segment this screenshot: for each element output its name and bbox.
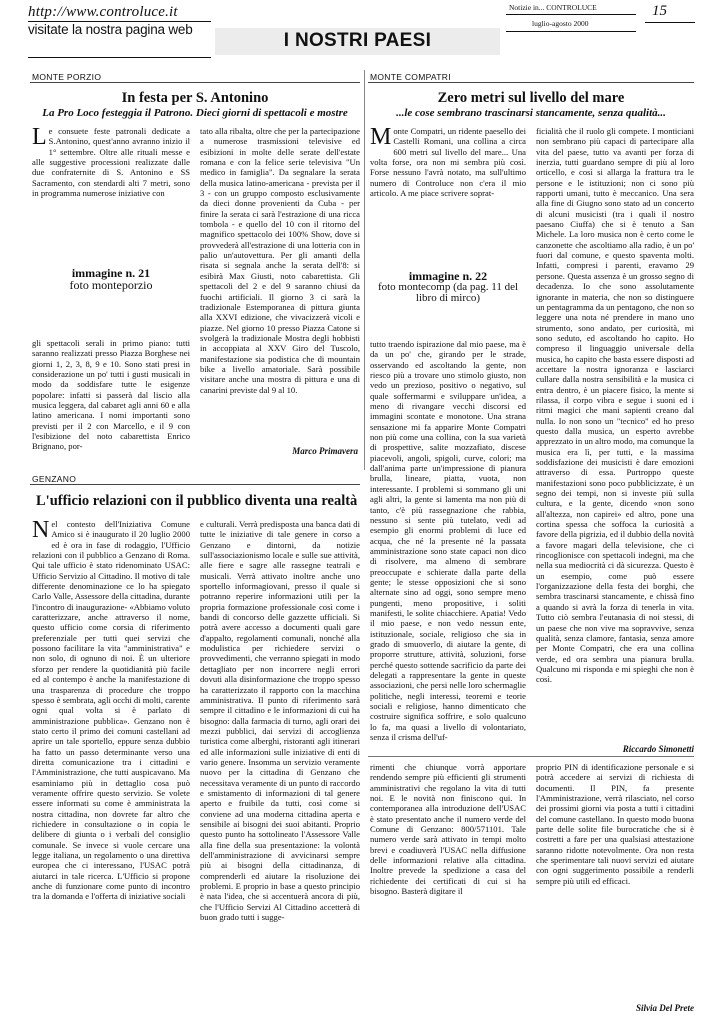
art1-headline: In festa per S. Antonino bbox=[121, 90, 269, 106]
art2-col1-top-text: onte Compatri, un ridente paesello dei Castelli Romani, una collina a circa 600 metri sul livello del mare... Una volta forse, ora non mi sembra più così. Forse nessuno l'avrà notato, ma sull'ultimo numero di Controluce non c'era il mio articolo. A me piace scrivere soprat- bbox=[370, 126, 526, 199]
art2-col2: ficialità che il ruolo gli compete. I monticiani non sembrano più capaci di partecipare alla vita del paese, tutto va avanti per forza di inerzia, tutti guardano sempre di più al loro orticello, e così si allarga la frattura tra le persone e le istituzioni; non ci sono più rapporti umani, tutto è meccanico. Una sera alla fine di Giugno sono stato ad un concerto di alcuni musicisti (tra i quali il nostro paesano Ciuffa) che si è tenuto a San Michele. La loro musica non è certo come le canzonette che ascoltiamo alla radio, è un po' fuori dal comune, e questo spaventa molti. Infatti, compresi i parenti, eravamo 29 persone. Questa assenza è un grosso segno di decadenza. Io che sono assolutamente ignorante in materia, che non so distinguere un pentagramma da un pentagono, che non so leggere una nota né prendere in mano uno strumento, sono andato, per curiosità, mi sono seduto, ed ascoltando ho capito. Ho compreso il linguaggio universale della musica, ho capito che basta essere disposti ad accettare la nostra ignoranza e lasciarci cullare dalla nostra sensibilità e la musica ci entra dentro, è un piacere fisico, la mente si rilassa, il corpo vibra e segue i suoni ed i ritmi magici che mani sapienti creano dal nulla. Io non sono un "tecnico" ed ho preso questo dalla musica, un esperto avrebbe apprezzato in un altro modo, ma comunque la musica era lì, per tutti, e la massima soddisfazione dei musicisti è dare emozioni attraverso di essa. Purtroppo queste manifestazioni sono poco pubblicizzate, è un segno dei tempi, non si investe più sulla cultura, e la gente, dicendo «non sono all'altezza, non capirei» ed altro, pone una cortina spessa che soffoca la curiosità a favore della pigrizia, ed il dubbio della novità a favore magari della televisione, che ci rincoglionisce con spettacoli indegni, ma che nella sua mediocrità ci dà sicurezza. Questo è un esempio, come può essere l'organizzazione della festa dei borghi, che sembra trascinarsi stancamente, e chissà fino a quando si avrà la forza di tenerla in vita. Tutto ciò sembra l'eutanasia di noi stessi, di un paese che non vive ma sopravvive, senza qualità, senza clamore, fantasia, senza amore per Monte Compatri, che era una collina verde, ed ora sembra una pianura brulla. Qualcuno mi risponda e mi spieghi che non è così. bbox=[536, 126, 694, 685]
art1-subhead: La Pro Loco festeggia il Patrono. Dieci giorni di spettacoli e mostre bbox=[42, 107, 348, 119]
header-url: http://www.controluce.it bbox=[28, 4, 178, 20]
header-date: luglio-agosto 2000 bbox=[532, 19, 589, 28]
header-notizie: Notizie in... CONTROLUCE bbox=[509, 3, 597, 12]
page-title: I NOSTRI PAESI bbox=[283, 30, 432, 51]
header-date-rule bbox=[506, 31, 636, 32]
art1-image-caption: foto monteporzio bbox=[69, 278, 153, 292]
drop-cap: M bbox=[370, 124, 392, 150]
art1-image-placeholder bbox=[32, 267, 190, 291]
section-rule bbox=[30, 484, 360, 485]
art2-signature: Riccardo Simonetti bbox=[622, 744, 694, 754]
column-divider bbox=[364, 70, 365, 470]
section-monte-porzio: MONTE PORZIO bbox=[32, 72, 102, 82]
art3-col1-text: el contesto dell'Iniziativa Comune Amico si è inaugurato il 20 luglio 2000 ed è ora in fase di rodaggio, l'Ufficio relazioni con il pubblico a Genzano di Roma. Qui tale ufficio è stato ridenominato USAC: Ufficio Servizio al Cittadino. Il motivo di tale differente denominazione ce lo ha spiegato Carlo Valle, Assessore della cittadina, durante l'incontro di inaugurazione- «Abbiamo voluto caratterizzare, anche attraverso il nome, questo ufficio come corsia di riferimento preferenziale per tutti quei servizi che possono facilitare la vita "amministrativa" e non solo, di ognuno di noi. È un ulteriore sforzo per rendere la quotidianità più facile ed al contempo è anche la manifestazione di una trasparenza di procedure che troppo spesso è sembrata, agli occhi di molti, carente ogni qual volta si è parlato di amministrazione pubblica». Genzano non è stato certo il primo dei comuni castellani ad aprire un tale sportello, eppure senza dubbio ha fatto un passo determinante verso una diretta comunicazione tra i cittadini e l'Amministrazione, che tutti auspicavano. Ma esaminiamo più in dettaglio cosa può veramente offrire questo servizio. Se volete essere informati su come è amministrata la nostra cittadina, non dovrete far altro che richiedere in consultazione o in copia le delibere di giunta o i verbali del consiglio comunale. Se invece si vuole cercare una legge italiana, un regolamento o una direttiva europea che ci interessano, l'USAC potrà aiutarci in tale ricerca. L'Ufficio si propone anche di funzionare come punto di incontro tra la domanda e l'offerta di iniziative sociali bbox=[32, 519, 190, 902]
art3-col1 bbox=[32, 519, 190, 902]
section-genzano: GENZANO bbox=[32, 474, 77, 484]
art1-col1-top-text: e consuete feste patronali dedicate a S.Antonino, quest'anno avranno inizio il 1° settembre. Oltre alle rituali messe e alle suggestive processioni realizzate dalle due confraternite di S. Antonino e SS Sacramento, con stendardi alti 7 metri, sono in programma numerose iniziative con bbox=[32, 126, 190, 199]
art3-col4: proprio PIN di identificazione personale e si potrà accedere ai servizi di richiesta di documenti. Il PIN, fa presente l'Amministrazione, verrà rilasciato, nel corso dei prossimi giorni via posta a tutti i cittadini del comune castellano. In questo modo buona parte delle solite file burocratiche che si è costretti a fare per una qualsiasi attestazione saranno ridotte notevolmente. Ora non resta che sperimentare tali nuovi servizi ed aiutare con ogni suggerimento possibile a renderli sempre più utili ed efficaci. bbox=[536, 762, 694, 886]
page-number-rule bbox=[645, 22, 695, 23]
header-visit-text: visitate la nostra pagina web bbox=[28, 22, 193, 37]
art1-col1-bottom: gli spettacoli serali in primo piano: tutti saranno realizzati presso Piazza Borghese nei giorni 1, 2, 3, 8, 9 e 10. Sono stati presi in considerazione un po' tutti i gusti musicali in modo da soddisfare tutte le esigenze popolare: infatti si passerà dal liscio alla musica leggera, dal cabaret agli anni 60 e alla latino americana. I nomi importanti sono previsti per il 2 con Marcello, e il 9 con l'esibizione del noto cabarettista Enrico Brignano, por- bbox=[32, 338, 190, 452]
art2-col1-bottom: tutto traendo ispirazione dal mio paese, ma è da un po' che, girando per le strade, osservando ed ascoltando la gente, non riesco più a trovare uno stimolo giusto, non vedo un prezioso, positivo o negativo, sul quale soffermarmi e sviluppare un'idea, a meno di rivangare vecchi discorsi ed immagini scontate e monotone. Una strana sensazione mi fa apparire Monte Compatri non più come una collina, con la sua varietà di prospettive, salite mozzafiato, discese piacevoli, angoli, spigoli, curve, colori; ma dall'anima parte un'impressione di pianura brulla, lineare, piatta, vuota, non interessante. I problemi si sommano gli uni agli altri, la gente si lamenta ma non più di tanto, c'è più rassegnazione che rabbia, nessuno si sente più tutelato, vedi ad esempio gli enormi problemi di luce ed acqua, che né la presente né la passata amministrazione sono state capaci non dico di risolvere, ma almeno di sembrare preoccupate e schierate dalla parte della gente; le stesse opposizioni che si sono alternate sino ad oggi, sono sempre meno pungenti, meno propositive, i soliti manifesti, le solite chiacchiere. Apatia! Vedo il mio paese, e non vedo nessun ente, istituzionale, sociale, religioso che sia in grado di smuoverlo, di aiutare la gente, di proporre strutture, attività, soluzioni, forse perché questo sottende sacrificio da parte dei delegati a rappresentare la gente in queste associazioni, che persi nelle loro schermaglie politiche, negli interessi, teoremi e teorie sociali e religiose, hanno dimenticato che costruire significa soffrire, e solo qualcuno lo fa, ma quasi a livello di volontariato, senza il crisma dell'uf- bbox=[370, 339, 526, 743]
section-monte-compatri: MONTE COMPATRI bbox=[370, 72, 451, 82]
art2-image-label: immagine n. 22 bbox=[408, 269, 488, 283]
art1-col1-top bbox=[32, 126, 190, 198]
header-visit-underline bbox=[28, 57, 211, 58]
drop-cap: L bbox=[32, 124, 47, 150]
art2-subhead: ...le cose sembrano trascinarsi stancamente, senza qualità... bbox=[396, 107, 666, 119]
drop-cap: N bbox=[32, 517, 50, 543]
art2-image-caption: foto montecomp (da pag. 11 del libro di mirco) bbox=[377, 281, 519, 304]
art3-col2: e culturali. Verrà predisposta una banca dati di tutte le iniziative di tale genere in corso a Genzano e dintorni, da notizie sull'associazionismo locale e sulle sue attività, alle fiere e sagre alle rassegne teatrali e musicali. Verrà attivato inoltre anche uno sportello informagiovani, presso il quale si potranno reperire informazioni utili per la propria formazione professionale così come i bandi di concorso delle gazzette ufficiali. Si potrà avere accesso a documenti quali gare d'appalto, regolamenti comunali, nonché alla modulistica per richiedere servizi o provvedimenti, che verranno spiegati in modo dettagliato per non incorrere negli errori dovuti alla disinformazione che troppo spesso ha caratterizzato il rapporto con la macchina amministrativa. Il punto di riferimento sarà sempre il cittadino e le informazioni di cui ha bisogno: dalla farmacia di turno, agli orari dei mezzi pubblici, dai servizi di accoglienza turistica come alberghi, ristoranti agli itinerari ed alle informazioni sulle iniziative di enti di vario genere. Insomma un servizio veramente nuovo per la cittadina di Genzano che necessitava veramente di un punto di raccordo e smistamento di informazioni di tal genere aperto e fruibile da tutti, così come si conviene ad una moderna cittadina aperta e sensibile ai bisogni dei suoi abitanti. Proprio questo punto ha sottolineato l'Assessore Valle alla fine della sua presentazione: la volontà dell'amministrazione di avvicinarsi sempre più ai bisogni della cittadinanza, di comprenderli ed aiutare la risoluzione dei problemi. E proprio in base a questo principio è nata l'idea, che si accentuerà ancora di più, che l'Ufficio Servizi Al Cittadino accetterà di buon grado tutti i sugge- bbox=[200, 519, 360, 923]
art2-col1-top bbox=[370, 126, 526, 198]
section-rule bbox=[30, 82, 360, 83]
section-rule bbox=[368, 82, 694, 83]
art1-signature: Marco Primavera bbox=[292, 446, 358, 456]
art2-headline: Zero metri sul livello del mare bbox=[437, 90, 625, 106]
art3-headline: L'ufficio relazioni con il pubblico diventa una realtà bbox=[36, 493, 358, 509]
art3-signature: Silvia Del Prete bbox=[636, 1003, 694, 1013]
art3-col3: rimenti che chiunque vorrà apportare rendendo sempre più efficienti gli strumenti amministrativi che regolano la vita di tutti noi. E le novità non finiscono qui. In contemporanea alla introduzione dell'USAC è stato presentato anche il numero verde del Comune di Genzano: 800/571101. Tale numero verde sarà attivato in tempi molto brevi e coadiuverà l'USAC nella diffusione delle informazioni relative alla cittadina. Inoltre prevede la spedizione a casa del richiedente dei certificati di cui si ha bisogno. Basterà digitare il bbox=[370, 762, 526, 897]
article-separator-rule bbox=[368, 756, 694, 757]
art1-image-label: immagine n. 21 bbox=[71, 266, 151, 280]
page-number: 15 bbox=[652, 3, 667, 19]
header-notizie-rule bbox=[506, 14, 636, 15]
art2-image-placeholder bbox=[370, 270, 526, 304]
art1-col2: tato alla ribalta, oltre che per la partecipazione a numerose trasmissioni televisive ed esibizioni in molte delle serate dell'estate romana e con la felice serie televisiva "Un medico in famiglia". Da segnalare la serata della musica latino-americana - prevista per il 3 - con un gruppo composto esclusivamente da dieci donne provenienti da Cuba - per finire la serata ci sarà l'estrazione di una ricca tombola - e quello del 10 con il ritorno del magnifico spettacolo dei 100% Show, dove si provvederà all'estrazione di una lotteria con in palio un'autovettura. Per gli amanti della risata si segnala anche la serata dell'8: si esibirà Max Giusti, noto cabarettista. Gli spettacoli del 2 e del 9 saranno chiusi da fuochi artificiali. Il giorno 3 ci sarà la tradizionale Estemporanea di pittura giunta alla XXVI edizione, che vivacizzerà vicoli e piazze. Nel giorno 10 presso Piazza Catone si svolgerà la tradizionale Mostra degli hobbisti in accoppiata al XXV Giro del Tuscolo, manifestazione sia podistica che di mountain bike a livello amatoriale. Sarà possibile visitare anche una mostra di pittura e una di canarini previste dal 9 al 10. bbox=[200, 126, 360, 395]
